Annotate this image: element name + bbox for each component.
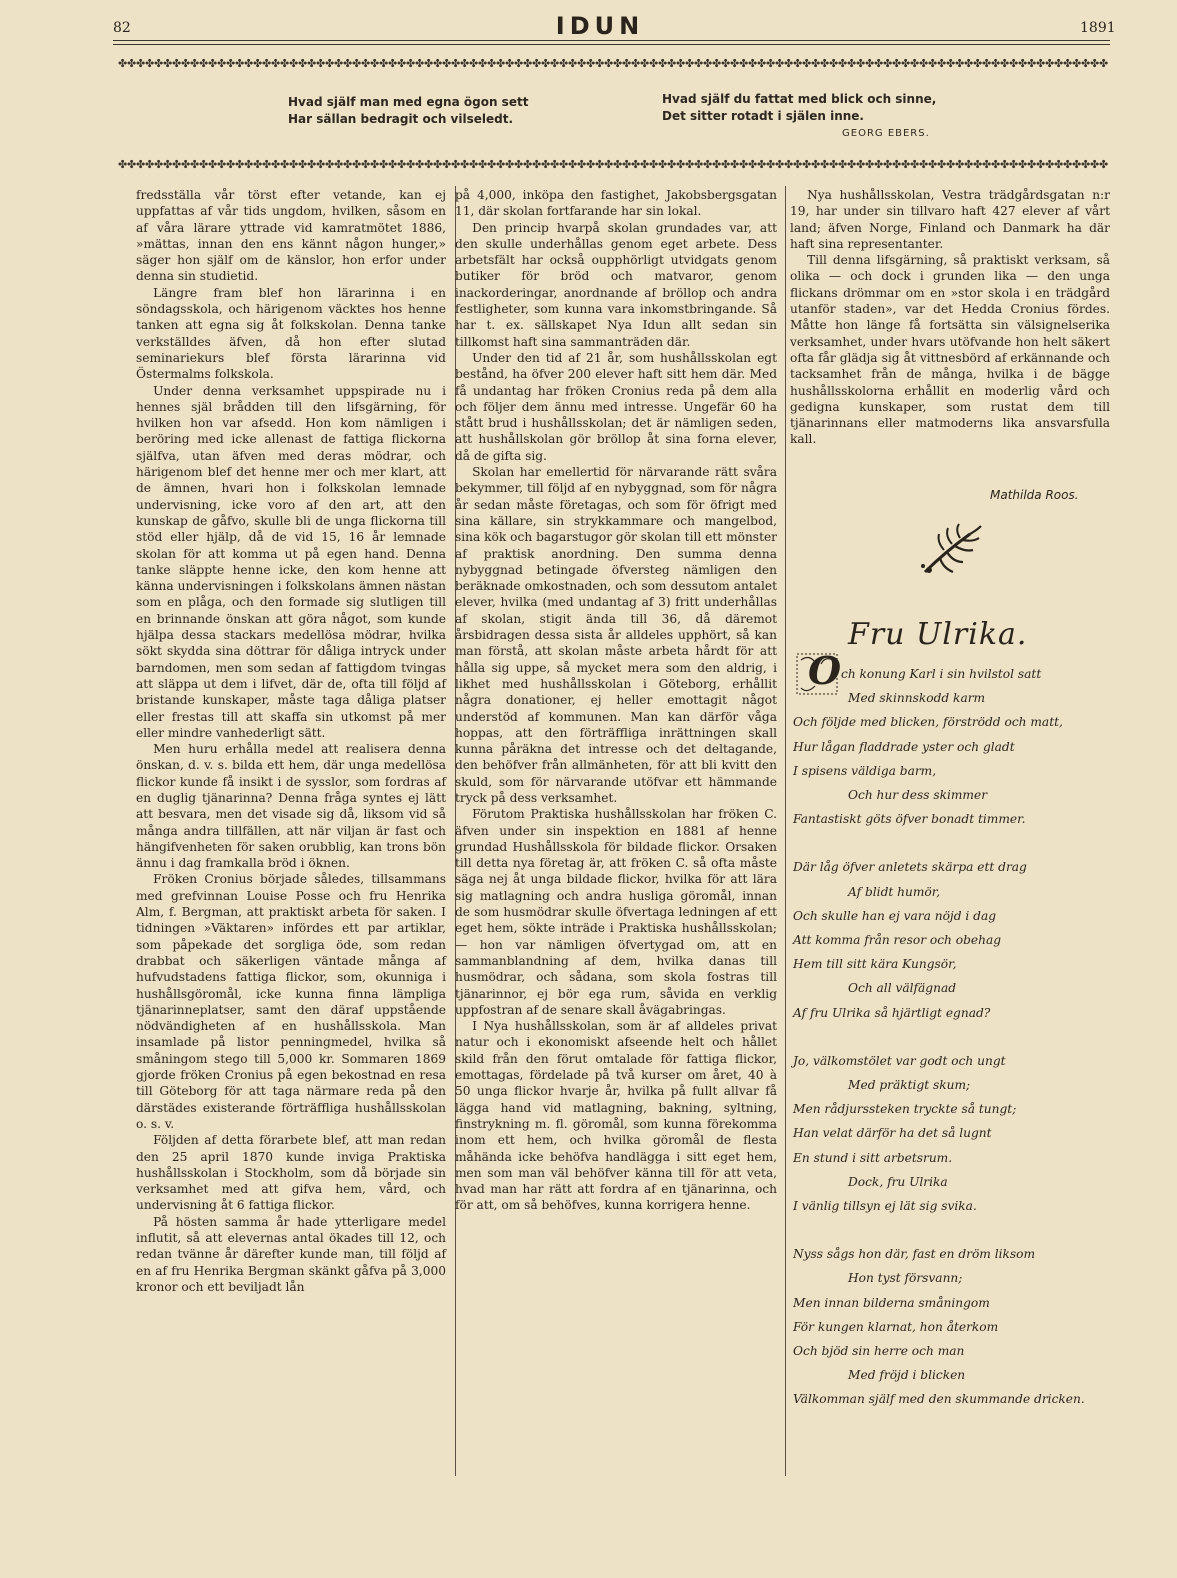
ornament-glyph: ✤ <box>289 158 299 171</box>
ornament-glyph: ✤ <box>226 158 236 171</box>
ornament-glyph: ✤ <box>757 57 767 70</box>
ornament-glyph: ✤ <box>982 158 992 171</box>
ornament-glyph: ✤ <box>487 158 497 171</box>
ornament-glyph: ✤ <box>811 57 821 70</box>
ornament-glyph: ✤ <box>586 158 596 171</box>
paragraph: På hösten samma år hade ytterligare medel influtit, så att elevernas antal ökades till 12, och redan tvänne år därefter kunde man, till följd af en af fru Henrika Bergman skänkt gåfva på 3,000 kronor och ett beviljadt lån <box>136 1214 446 1294</box>
ornament-glyph: ✤ <box>685 57 695 70</box>
ornament-glyph: ✤ <box>379 158 389 171</box>
ornament-glyph: ✤ <box>1090 57 1100 70</box>
ornament-glyph: ✤ <box>721 57 731 70</box>
ornament-glyph: ✤ <box>784 57 794 70</box>
signature: Mathilda Roos. <box>990 488 1079 502</box>
ornament-glyph: ✤ <box>991 57 1001 70</box>
ornament-glyph: ✤ <box>406 158 416 171</box>
paragraph: Under den tid af 21 år, som hushållsskolan egt bestånd, ha öfver 200 elever haft sitt hem där. Med få undantag har fröken Cronius reda på dem alla och följer dem ännu med intresse. Ungefär 60 ha stått brud i hushållsskolan; det är nämligen seden, att hushållskolan gör bröllop åt sina forna elever, då de gifta sig. <box>455 350 777 463</box>
ornament-glyph: ✤ <box>370 57 380 70</box>
ornament-glyph: ✤ <box>1063 158 1073 171</box>
ornament-glyph: ✤ <box>586 57 596 70</box>
ornament-glyph: ✤ <box>298 158 308 171</box>
ornament-glyph: ✤ <box>865 158 875 171</box>
paragraph: Nya hushållsskolan, Vestra trädgårdsgatan n:r 19, har under sin tillvaro haft 427 elever af vårt land; äfven Norge, Finland och Danmark ha där haft sina representanter. <box>790 188 1110 251</box>
poem-line: I spisens väldiga barm, <box>793 763 937 778</box>
ornament-glyph: ✤ <box>334 158 344 171</box>
ornament-glyph: ✤ <box>280 158 290 171</box>
poem-line: Med fröjd i blicken <box>848 1368 966 1383</box>
ornament-glyph: ✤ <box>856 158 866 171</box>
ornament-border-bottom <box>118 158 1108 172</box>
ornament-glyph: ✤ <box>325 158 335 171</box>
paragraph: Skolan har emellertid för närvarande rätt svåra bekymmer, till följd af en nybyggnad, som för några år sedan måste företagas, och som för öfrigt med sina källare, sin strykkammare och mangelbod, sina kök och bagarstugor gör skolan till ett mönster af praktisk anordning. Den summa denna nybyggnad betingade öfversteg nämligen den beräknade omkostnaden, och som dessutom antalet elever, hvilka (med undantag af 3) fritt underhållas af skolan, stigit ända till 36, då däremot årsbidragen dessa sista år alldeles upphört, så kan man förstå, att skolan måste arbeta hårdt för att hålla sig uppe, så mycket mera som den aldrig, i likhet med hushållsskolan i Göteborg, erhållit några donationer, ej heller emottagit något understöd af kommunen. Man kan därför våga hoppas, att den förträffliga inrättningen skall kunna påräkna det intresse och det deltagande, den behöfver från allmänheten, för att bli kvitt den skuld, som för närvarande utöfvar ett hämmande tryck på dess verksamhet. <box>455 465 777 805</box>
ornament-glyph: ✤ <box>181 57 191 70</box>
paragraph: Den princip hvarpå skolan grundades var, att den skulle underhållas genom eget arbete. Dess arbetsfält har också oupphörligt utvidgats genom butiker för bröd och matvaror, genom inackorderingar, anordnande af bröllop och andra festligheter, som kunna vara inkomstbringande. Så har t. ex. sällskapet Nya Idun allt sedan sin tillkomst haft sina sammanträden där. <box>455 220 777 349</box>
poem-line: Och hur dess skimmer <box>848 788 988 803</box>
ornament-glyph: ✤ <box>181 158 191 171</box>
ornament-glyph: ✤ <box>712 158 722 171</box>
ornament-glyph: ✤ <box>973 158 983 171</box>
ornament-glyph: ✤ <box>532 158 542 171</box>
ornament-glyph: ✤ <box>811 158 821 171</box>
ornament-glyph: ✤ <box>244 57 254 70</box>
ornament-glyph: ✤ <box>946 57 956 70</box>
ornament-glyph: ✤ <box>136 57 146 70</box>
paragraph: I Nya hushållsskolan, som är af alldeles privat natur och i ekonomiskt afseende helt och hållet skild från den förut omtalade för fattiga flickor, emottagas, fördelade på två kurser om året, 40 à 50 unga flickor hvarje år, hvilka på fullt allvar få lägga hand vid matlagning, bakning, syltning, finstrykning m. fl. göromål, som kunna förekomma inom ett hem, och hvilka göromål de flesta måhända icke behöfva handlägga i sitt eget hem, men som man väl behöfver känna till för att veta, hvad man har rätt att fordra af en tjänarinna, och för att, om så behöfves, kunna korrigera henne. <box>455 1019 777 1213</box>
ornament-glyph: ✤ <box>469 57 479 70</box>
ornament-glyph: ✤ <box>1072 158 1082 171</box>
ornament-glyph: ✤ <box>658 158 668 171</box>
ornament-glyph: ✤ <box>712 57 722 70</box>
poem-line: I vänlig tillsyn ej lät sig svika. <box>793 1199 977 1214</box>
ornament-glyph: ✤ <box>505 158 515 171</box>
ornament-glyph: ✤ <box>217 57 227 70</box>
ornament-glyph: ✤ <box>874 57 884 70</box>
ornament-glyph: ✤ <box>676 158 686 171</box>
motto-attribution: GEORG EBERS. <box>842 128 930 139</box>
ornament-glyph: ✤ <box>910 57 920 70</box>
ornament-glyph: ✤ <box>190 158 200 171</box>
ornament-glyph: ✤ <box>208 158 218 171</box>
ornament-glyph: ✤ <box>730 57 740 70</box>
ornament-glyph: ✤ <box>424 57 434 70</box>
poem-line: Af fru Ulrika så hjärtligt egnad? <box>793 1005 991 1020</box>
ornament-glyph: ✤ <box>163 158 173 171</box>
ornament-glyph: ✤ <box>910 158 920 171</box>
ornament-glyph: ✤ <box>649 57 659 70</box>
ornament-glyph: ✤ <box>1018 57 1028 70</box>
ornament-glyph: ✤ <box>496 158 506 171</box>
ornament-glyph: ✤ <box>406 57 416 70</box>
ornament-glyph: ✤ <box>937 57 947 70</box>
ornament-glyph: ✤ <box>838 158 848 171</box>
motto-left-line2: Har sällan bedragit och vilseledt. <box>288 112 514 126</box>
ornament-glyph: ✤ <box>199 158 209 171</box>
ornament-glyph: ✤ <box>433 158 443 171</box>
ornament-glyph: ✤ <box>154 57 164 70</box>
ornament-glyph: ✤ <box>154 158 164 171</box>
ornament-glyph: ✤ <box>361 158 371 171</box>
ornament-glyph: ✤ <box>604 158 614 171</box>
ornament-glyph: ✤ <box>631 158 641 171</box>
poem-line: Men innan bilderna småningom <box>793 1295 990 1310</box>
ornament-glyph: ✤ <box>838 57 848 70</box>
ornament-glyph: ✤ <box>595 57 605 70</box>
ornament-glyph: ✤ <box>1072 57 1082 70</box>
ornament-glyph: ✤ <box>550 57 560 70</box>
ornament-glyph: ✤ <box>694 158 704 171</box>
ornament-glyph: ✤ <box>919 158 929 171</box>
ornament-glyph: ✤ <box>541 158 551 171</box>
poem-line: Dock, fru Ulrika <box>848 1174 948 1189</box>
ornament-glyph: ✤ <box>775 57 785 70</box>
motto-right-line2: Det sitter rotadt i själen inne. <box>662 109 864 123</box>
ornament-glyph: ✤ <box>640 57 650 70</box>
ornament-glyph: ✤ <box>298 57 308 70</box>
article-column-1 <box>136 187 446 1295</box>
ornament-glyph: ✤ <box>343 57 353 70</box>
ornament-glyph: ✤ <box>145 158 155 171</box>
ornament-glyph: ✤ <box>802 57 812 70</box>
paragraph: Förutom Praktiska hushållsskolan har fröken C. äfven under sin inspektion en 1881 af henne grundad Hushållsskola för bildade flickor. Orsaken till detta nya företag är, att fröken C. så ofta måste säga nej åt unga bildade flickor, hvilka för att lära sig matlagning och andra husliga göromål, innan de som husmödrar skulle öfvertaga ledningen af ett eget hem, sökte inträde i Praktiska hushållsskolan; — hon var nämligen öfvertygad om, att en sammanblandning af dem, hvilka danas till husmödrar, och sådana, som skola fostras till tjänarinnor, ej bör ega rum, såvida en verklig uppfostran af de senare skall åvägabringas. <box>455 807 777 1017</box>
ornament-glyph: ✤ <box>847 158 857 171</box>
ornament-glyph: ✤ <box>928 158 938 171</box>
ornament-glyph: ✤ <box>226 57 236 70</box>
ornament-glyph: ✤ <box>325 57 335 70</box>
ornament-glyph: ✤ <box>280 57 290 70</box>
ornament-glyph: ✤ <box>694 57 704 70</box>
ornament-glyph: ✤ <box>856 57 866 70</box>
poem-line: Han velat därför ha det så lugnt <box>793 1126 992 1141</box>
ornament-glyph: ✤ <box>946 158 956 171</box>
ornament-glyph: ✤ <box>136 158 146 171</box>
ornament-glyph: ✤ <box>190 57 200 70</box>
poem-dropcap: O <box>808 648 842 693</box>
poem-line: Men rådjurssteken tryckte så tungt; <box>793 1102 1017 1117</box>
ornament-glyph: ✤ <box>739 57 749 70</box>
ornament-glyph: ✤ <box>568 57 578 70</box>
ornament-glyph: ✤ <box>577 158 587 171</box>
magazine-title: IDUN <box>555 12 645 40</box>
paragraph: Till denna lifsgärning, så praktiskt verksam, så olika — och dock i grunden lika — den unga flickans drömmar om en »stor skola i en trädgård utanför staden», var det Hedda Cronius fördes. Måtte hon länge få fortsätta sin välsignelserika verksamhet, under hvars utöfvande hon helt säkert ofta får glädja sig åt vittnesbörd af erkännande och tacksamhet från de många, hvilka i de bägge hushållsskolorna erhållit en moderlig vård och gedigna kunskaper, som rustat dem till tjänarinnans eller matmoderns lika ansvarsfulla kall. <box>790 253 1110 447</box>
ornament-glyph: ✤ <box>460 158 470 171</box>
ornament-glyph: ✤ <box>424 158 434 171</box>
ornament-glyph: ✤ <box>208 57 218 70</box>
ornament-glyph: ✤ <box>271 57 281 70</box>
ornament-glyph: ✤ <box>118 57 128 70</box>
ornament-glyph: ✤ <box>316 57 326 70</box>
ornament-glyph: ✤ <box>361 57 371 70</box>
ornament-border-top <box>118 57 1108 71</box>
ornament-glyph: ✤ <box>685 158 695 171</box>
floral-vignette-icon <box>915 522 985 582</box>
stanza-gap <box>793 831 1123 855</box>
ornament-glyph: ✤ <box>703 158 713 171</box>
paragraph: Längre fram blef hon lärarinna i en söndagsskola, och härigenom väcktes hos henne tanken att egna sig åt folkskolan. Denna tanke verkställdes äfven, då hon efter slutad seminariekurs blef första lärarinna vid Östermalms folkskola. <box>136 285 446 382</box>
ornament-glyph: ✤ <box>964 57 974 70</box>
ornament-glyph: ✤ <box>1000 158 1010 171</box>
ornament-glyph: ✤ <box>460 57 470 70</box>
ornament-glyph: ✤ <box>478 158 488 171</box>
ornament-glyph: ✤ <box>1045 158 1055 171</box>
ornament-glyph: ✤ <box>1063 57 1073 70</box>
paragraph: Följden af detta förarbete blef, att man redan den 25 april 1870 kunde inviga Praktiska hushållsskolan i Stockholm, som då började sin verksamhet med att gifva hem, vård, och undervisning åt 6 fattiga flickor. <box>136 1133 446 1213</box>
paragraph: fredsställa vår törst efter vetande, kan ej uppfattas af vår tids ungdom, hvilken, såsom en af våra lärare yttrade vid kamratmötet 1886, »mättas, innan den ens kännt någon hunger,» säger hon själf om de känslor, hon erfor under denna sin studietid. <box>136 188 446 284</box>
ornament-glyph: ✤ <box>244 158 254 171</box>
poem-line: Fantastiskt göts öfver bonadt timmer. <box>793 812 1026 827</box>
ornament-glyph: ✤ <box>748 57 758 70</box>
ornament-glyph: ✤ <box>982 57 992 70</box>
ornament-glyph: ✤ <box>1054 158 1064 171</box>
ornament-glyph: ✤ <box>235 158 245 171</box>
ornament-glyph: ✤ <box>1009 57 1019 70</box>
ornament-glyph: ✤ <box>874 158 884 171</box>
ornament-glyph: ✤ <box>1054 57 1064 70</box>
ornament-glyph: ✤ <box>667 57 677 70</box>
ornament-glyph: ✤ <box>784 158 794 171</box>
ornament-glyph: ✤ <box>253 158 263 171</box>
stanza-gap <box>793 1218 1123 1242</box>
ornament-glyph: ✤ <box>703 57 713 70</box>
ornament-glyph: ✤ <box>883 158 893 171</box>
ornament-glyph: ✤ <box>163 57 173 70</box>
article-column-2 <box>455 187 777 1214</box>
ornament-glyph: ✤ <box>370 158 380 171</box>
ornament-glyph: ✤ <box>604 57 614 70</box>
ornament-glyph: ✤ <box>253 57 263 70</box>
ornament-glyph: ✤ <box>1036 57 1046 70</box>
ornament-glyph: ✤ <box>622 57 632 70</box>
ornament-glyph: ✤ <box>307 57 317 70</box>
ornament-glyph: ✤ <box>829 158 839 171</box>
ornament-glyph: ✤ <box>451 57 461 70</box>
ornament-glyph: ✤ <box>973 57 983 70</box>
ornament-glyph: ✤ <box>901 158 911 171</box>
ornament-glyph: ✤ <box>469 158 479 171</box>
ornament-glyph: ✤ <box>127 57 137 70</box>
ornament-glyph: ✤ <box>766 158 776 171</box>
ornament-glyph: ✤ <box>379 57 389 70</box>
article-column-3 <box>790 187 1110 448</box>
ornament-glyph: ✤ <box>793 57 803 70</box>
poem-line: Och skulle han ej vara nöjd i dag <box>793 908 997 923</box>
ornament-glyph: ✤ <box>514 158 524 171</box>
ornament-glyph: ✤ <box>748 158 758 171</box>
ornament-glyph: ✤ <box>172 158 182 171</box>
ornament-glyph: ✤ <box>1018 158 1028 171</box>
year: 1891 <box>1080 20 1116 36</box>
ornament-glyph: ✤ <box>865 57 875 70</box>
ornament-glyph: ✤ <box>559 158 569 171</box>
poem-line: Välkomman själf med den skummande dricken. <box>793 1392 1085 1407</box>
poem-line: ch konung Karl i sin hvilstol satt <box>841 667 1042 681</box>
poem-line: Och följde med blicken, förströdd och matt, <box>793 715 1063 730</box>
ornament-glyph: ✤ <box>1036 158 1046 171</box>
ornament-glyph: ✤ <box>892 57 902 70</box>
poem-line: Och all välfägnad <box>848 981 957 996</box>
ornament-glyph: ✤ <box>730 158 740 171</box>
ornament-glyph: ✤ <box>433 57 443 70</box>
ornament-glyph: ✤ <box>622 158 632 171</box>
ornament-glyph: ✤ <box>397 158 407 171</box>
ornament-glyph: ✤ <box>289 57 299 70</box>
paragraph: Fröken Cronius började således, tillsammans med grefvinnan Louise Posse och fru Henrika Alm, f. Bergman, att praktiskt arbeta för saken. I tidningen »Väktaren» infördes ett par artiklar, som påpekade det sorgliga öde, som redan drabbat och säkerligen väntade många af hufvudstadens fattiga flickor, som, okunniga i hushållsgöromål, icke kunna finna lämpliga tjänarinneplatser, samt den däraf uppstående nödvändigheten af en hushållsskola. Man insamlade på listor penningmedel, hvilka så småningom stego till 5,000 kr. Sommaren 1869 gjorde fröken Cronius på egen bekostnad en resa till Göteborg för att taga närmare reda på den därstädes existerande förträffliga hushållsskolan o. s. v. <box>136 872 446 1131</box>
poem-line: En stund i sitt arbetsrum. <box>793 1150 953 1165</box>
ornament-glyph: ✤ <box>523 57 533 70</box>
motto-right <box>662 91 936 142</box>
header-rule <box>113 40 1110 41</box>
ornament-glyph: ✤ <box>271 158 281 171</box>
ornament-glyph: ✤ <box>919 57 929 70</box>
ornament-glyph: ✤ <box>766 57 776 70</box>
ornament-glyph: ✤ <box>937 158 947 171</box>
poem-line: Jo, välkomstölet var godt och ungt <box>793 1053 1006 1068</box>
ornament-glyph: ✤ <box>595 158 605 171</box>
ornament-glyph: ✤ <box>829 57 839 70</box>
ornament-glyph: ✤ <box>235 57 245 70</box>
ornament-glyph: ✤ <box>262 158 272 171</box>
ornament-glyph: ✤ <box>955 57 965 70</box>
ornament-glyph: ✤ <box>631 57 641 70</box>
ornament-glyph: ✤ <box>1099 57 1108 70</box>
header-rule-thin <box>113 44 1110 45</box>
ornament-glyph: ✤ <box>478 57 488 70</box>
poem-title: Fru Ulrika. <box>848 617 1028 652</box>
ornament-glyph: ✤ <box>514 57 524 70</box>
ornament-glyph: ✤ <box>262 57 272 70</box>
poem-body <box>793 662 1123 1412</box>
ornament-glyph: ✤ <box>1081 158 1091 171</box>
ornament-glyph: ✤ <box>568 158 578 171</box>
ornament-glyph: ✤ <box>1000 57 1010 70</box>
ornament-glyph: ✤ <box>199 57 209 70</box>
poem-line: Hur lågan fladdrade yster och gladt <box>793 739 1015 754</box>
ornament-glyph: ✤ <box>217 158 227 171</box>
ornament-glyph: ✤ <box>1027 57 1037 70</box>
ornament-glyph: ✤ <box>352 57 362 70</box>
ornament-glyph: ✤ <box>496 57 506 70</box>
ornament-glyph: ✤ <box>820 158 830 171</box>
ornament-glyph: ✤ <box>820 57 830 70</box>
ornament-glyph: ✤ <box>559 57 569 70</box>
ornament-glyph: ✤ <box>793 158 803 171</box>
paragraph: på 4,000, inköpa den fastighet, Jakobsbergsgatan 11, där skolan fortfarande har sin lokal. <box>455 188 777 219</box>
motto-right-line1: Hvad själf du fattat med blick och sinne, <box>662 92 937 106</box>
ornament-glyph: ✤ <box>172 57 182 70</box>
ornament-glyph: ✤ <box>1099 158 1108 171</box>
ornament-glyph: ✤ <box>487 57 497 70</box>
poem-line: Att komma från resor och obehag <box>793 933 1002 948</box>
ornament-glyph: ✤ <box>397 57 407 70</box>
ornament-glyph: ✤ <box>667 158 677 171</box>
ornament-glyph: ✤ <box>640 158 650 171</box>
poem-line: Där låg öfver anletets skärpa ett drag <box>793 860 1027 875</box>
page-number: 82 <box>113 20 131 36</box>
ornament-glyph: ✤ <box>649 158 659 171</box>
ornament-glyph: ✤ <box>442 158 452 171</box>
ornament-glyph: ✤ <box>307 158 317 171</box>
ornament-glyph: ✤ <box>1081 57 1091 70</box>
ornament-glyph: ✤ <box>613 158 623 171</box>
ornament-glyph: ✤ <box>901 57 911 70</box>
poem-line: Af blidt humör, <box>848 884 941 899</box>
ornament-glyph: ✤ <box>613 57 623 70</box>
ornament-glyph: ✤ <box>541 57 551 70</box>
ornament-glyph: ✤ <box>721 158 731 171</box>
ornament-glyph: ✤ <box>127 158 137 171</box>
poem-line: Hem till sitt kära Kungsör, <box>793 957 957 972</box>
ornament-glyph: ✤ <box>847 57 857 70</box>
ornament-glyph: ✤ <box>388 57 398 70</box>
poem-line: Hon tyst försvann; <box>848 1271 963 1286</box>
paragraph: Men huru erhålla medel att realisera denna önskan, d. v. s. bilda ett hem, där unga medellösa flickor kunde få insikt i de sysslor, som fordras af en duglig tjänarinna? Denna fråga syntes ej lätt att besvara, men det visade sig då, liksom vid så många andra tillfällen, att när viljan är fast och hängifvenheten för saken orubblig, kan trons bön ännu i dag framkalla bröd i öknen. <box>136 742 446 871</box>
ornament-glyph: ✤ <box>991 158 1001 171</box>
ornament-glyph: ✤ <box>505 57 515 70</box>
ornament-glyph: ✤ <box>415 158 425 171</box>
poem-line: Med präktigt skum; <box>848 1078 971 1093</box>
ornament-glyph: ✤ <box>523 158 533 171</box>
ornament-glyph: ✤ <box>388 158 398 171</box>
ornament-glyph: ✤ <box>415 57 425 70</box>
ornament-glyph: ✤ <box>676 57 686 70</box>
ornament-glyph: ✤ <box>442 57 452 70</box>
ornament-glyph: ✤ <box>118 158 128 171</box>
ornament-glyph: ✤ <box>343 158 353 171</box>
poem-line: Och bjöd sin herre och man <box>793 1344 965 1359</box>
ornament-glyph: ✤ <box>883 57 893 70</box>
ornament-glyph: ✤ <box>1045 57 1055 70</box>
ornament-glyph: ✤ <box>757 158 767 171</box>
ornament-glyph: ✤ <box>334 57 344 70</box>
poem-line: Nyss sågs hon där, fast en dröm liksom <box>793 1247 1036 1262</box>
ornament-glyph: ✤ <box>955 158 965 171</box>
ornament-glyph: ✤ <box>352 158 362 171</box>
ornament-glyph: ✤ <box>532 57 542 70</box>
poem-line: För kungen klarnat, hon återkom <box>793 1319 999 1334</box>
ornament-glyph: ✤ <box>550 158 560 171</box>
ornament-glyph: ✤ <box>145 57 155 70</box>
poem-line: Med skinnskodd karm <box>848 691 986 706</box>
ornament-glyph: ✤ <box>802 158 812 171</box>
stanza-gap <box>793 1025 1123 1049</box>
ornament-glyph: ✤ <box>1027 158 1037 171</box>
ornament-glyph: ✤ <box>451 158 461 171</box>
ornament-glyph: ✤ <box>1090 158 1100 171</box>
ornament-glyph: ✤ <box>892 158 902 171</box>
ornament-glyph: ✤ <box>739 158 749 171</box>
ornament-glyph: ✤ <box>577 57 587 70</box>
ornament-glyph: ✤ <box>775 158 785 171</box>
column-divider <box>785 186 786 1476</box>
ornament-glyph: ✤ <box>1009 158 1019 171</box>
ornament-glyph: ✤ <box>658 57 668 70</box>
paragraph: Under denna verksamhet uppspirade nu i hennes själ brådden till den lifsgärning, för hvilken hon var afsedd. Hon kom nämligen i beröring med icke allenast de fattiga flickorna själfva, utan äfven med deras mödrar, och härigenom blef det henne mer och mer klart, att de ämnen, hvari hon i folkskolan lemnade undervisning, icke voro af den art, att den kunskap de gåfvo, skulle bli de unga flickorna till stöd eller hjälp, då de vid 15, 16 år lemnade skolan för att komma ut på egen hand. Denna tanke släppte henne icke, den kom henne att känna undervisningen i folkskolans ämnen nästan som en plåga, och den formade sig slutligen till en brinnande önskan att göra något, som kunde hjälpa dessa stackars medellösa mödrar, hvilka sökt skydda sina döttrar för dåliga intryck under barndomen, men som sedan af fattigdom tvingas att släppa ut dem i lifvet, där de, ofta till följd af bristande kunskaper, måste taga dåliga platser eller frestas till att skaffa sin utkomst på mer eller mindre vanhederligt sätt. <box>136 383 446 740</box>
ornament-glyph: ✤ <box>928 57 938 70</box>
motto-left-line1: Hvad själf man med egna ögon sett <box>288 95 529 109</box>
ornament-glyph: ✤ <box>316 158 326 171</box>
motto-left <box>288 94 528 128</box>
ornament-glyph: ✤ <box>964 158 974 171</box>
